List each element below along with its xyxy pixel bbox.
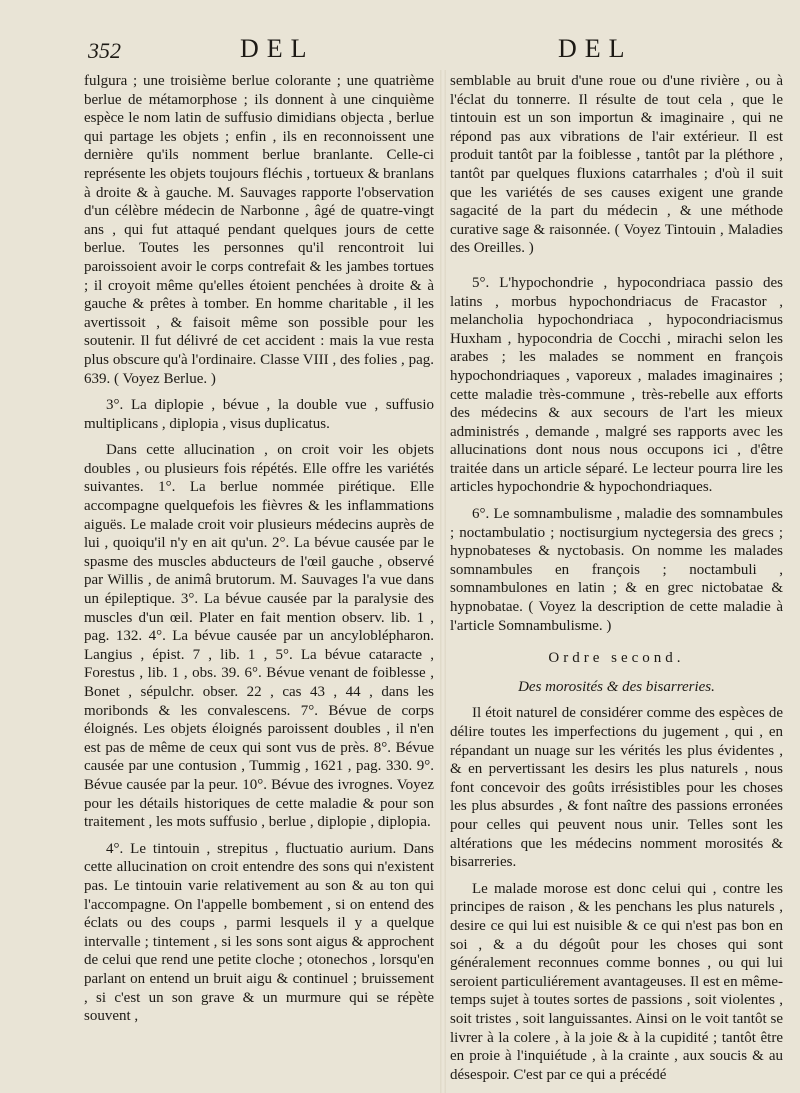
right-column — [450, 72, 783, 1082]
section-heading-ordre-second: Ordre second. — [548, 650, 685, 667]
page-number: 352 — [88, 38, 121, 63]
running-head-left: DEL — [240, 34, 315, 63]
page-gutter — [440, 70, 446, 1093]
paragraph-berlue-continued: fulgura ; une troisième berlue colorante ; une quatrième berlue de métamorphose ; ils donnent à une cinquième espèce le nom latin de suffusio dimidians objecta , berlue qui partage les objets ; enfin , ils en reconnoissent une dernière qu'ils nomment berlue branlante. Celle-ci représente les objets toujours fléchis , tortueux & branlans à droite & à gauche. M. Sauvages rapporte l'observation d'un célèbre médecin de Narbonne , âgé de quatre-vingt ans , qui fut attaqué pendant quelques jours de cette berlue. Toutes les personnes qu'il rencontroit lui paroissoient avoir le corps contrefait & les jambes tortues ; il croyoit même qu'elles étoient penchées à droite & à gauche & prêtes à tomber. En homme charitable , il les avertissoit , & faisoit même son possible pour les soutenir. Il fut délivré de cet accident : mais la vue resta plus obscure qu'à l'ordinaire. Classe VIII , des folies , pag. 639. ( Voyez Berlue. ) — [84, 73, 434, 387]
paragraph-tintouin-continued: semblable au bruit d'une roue ou d'une rivière , ou à l'éclat du tonnerre. Il résulte de tout cela , que le tintouin est un son importun & imaginaire , qui ne répond pas aux vibrations de l'air extérieur. Il est produit tantôt par la foiblesse , tantôt par la pléthore , tantôt par quelques fluxions catarrhales ; d'où il suit que les variétés de ses causes exigent une grande sagacité de la part du médecin , & une méthode curative sage & raisonnée. ( Voyez Tintouin , Maladies des Oreilles. ) — [450, 73, 783, 257]
paragraph-hypochondrie: 5°. L'hypochondrie , hypocondriaca passio des latins , morbus hypochondriacus de Fracastor , melancholia hypochondriaca , hypocondriacismus Huxham , hypocondria de Cocchi , mirachi selon les arabes ; les malades se nomment en françois hypochondriaques , vaporeux , malades imaginaires ; cette maladie très-commune , très-rebelle aux efforts des médecins & aux secours de l'art les mieux administrés , demande , malgré ses rapports avec les allucinations dont nous nous occupons ici , d'être traitée dans un article séparé. Le lecteur pourra lire les articles hypochondrie & hypochondriaques. — [450, 274, 783, 496]
paragraph-morosites: Il étoit naturel de considérer comme des espèces de délire toutes les imperfections du jugement , qui , en répandant un nuage sur les vérités les plus évidentes , & en pervertissant les desirs les plus naturels , nous font concevoir des goûts irrésistibles pour les choses les plus absurdes , & font naître des passions erronées pour celles qui peuvent nous unir. Telles sont les altérations que les médecins nomment morosités & bisarreries. — [450, 705, 783, 871]
page-header — [0, 30, 800, 64]
running-head-right: DEL — [558, 34, 633, 63]
paragraph-somnambulisme: 6°. Le somnambulisme , maladie des somnambules ; noctambulatio ; noctisurgium nyctegersia des grecs ; hypnobateses & nyctobasis. On nomme les malades somnambules en françois ; noctambuli , somnambulones en latin ; & en grec nictobatae & hypnobatae. ( Voyez la description de cette maladie à l'article Somnambulisme. ) — [450, 506, 783, 634]
paragraph-malade-morose: Le malade morose est donc celui qui , contre les principes de raison , & les penchans les plus naturels , desire ce qui lui est nuisible & ce qui n'est pas bon en soi , & a du dégoût pour les choses qui sont généralement reconnues comme bonnes , ou qui lui seroient particuliérement avantageuses. Il est en même-temps sujet à toutes sortes de passions , soit violentes , soit tristes , soit languissantes. Ainsi on le voit tantôt se livrer à la colere , à la joie & à la cupidité ; tantôt être en proie à l'inquiétude , à la crainte , aux soucis & au désespoir. C'est par ce qui a précédé — [450, 880, 783, 1082]
paragraph-diplopie-body: Dans cette allucination , on croit voir les objets doubles , ou plusieurs fois répétés. Elle offre les variétés suivantes. 1°. La berlue nommée pirétique. Elle accompagne quelquefois les fièvres & les inflammations aiguës. Le malade croit voir plusieurs médecins auprès de lui , quoiqu'il n'y en ait qu'un. 2°. La bévue causée par le spasme des muscles abducteurs de l'œil gauche , observé par Willis , de animâ brutorum. M. Sauvages l'a vue dans un épileptique. 3°. La bévue causée par la paralysie des muscles d'un œil. Plater en fait mention observ. lib. 1 , pag. 132. 4°. La bévue causée par un ancyloblépharon. Langius , épist. 7 , lib. 1 , 5°. La bévue cataracte , Forestus , lib. 1 , obs. 39. 6°. Bévue venant de foiblesse , Bonet , sépulchr. obser. 22 , cas 43 , 44 , dans les moribonds & les convalescens. 7°. Bévue de corps éloignés. Les objets éloignés paroissent doubles , il n'en est pas de même de ceux qui sont vus de près. 8°. Bévue causée par une contusion , Tummig , 1621 , pag. 330. 9°. Bévue causée par la peur. 10°. Bévue des ivrognes. Voyez pour les détails historiques de cette maladie & pour son traitement , les mots suffusio , berlue , diplopie , diplopia. — [84, 442, 434, 831]
section-subtitle: Des morosités & des bisarreries. — [518, 678, 715, 695]
paragraph-diplopie-heading: 3°. La diplopie , bévue , la double vue , suffusio multiplicans , diplopia , visus duplicatus. — [84, 397, 434, 432]
left-column — [84, 72, 434, 1082]
paragraph-tintouin: 4°. Le tintouin , strepitus , fluctuatio aurium. Dans cette allucination on croit entendre des sons qui n'existent pas. Le tintouin varie relativement au son & au ton qui l'accompagne. On l'appelle bombement , si on entend des éclats ou des coups , parmi lesquels il y a quelque intervalle ; tintement , si les sons sont aigus & approchent de celui que rend une petite cloche ; otonechos , lorsqu'en parlant on entend un bruit aigu & continuel ; bruissement , si c'est un son grave & un murmure qui se répète souvent , — [84, 840, 434, 1025]
